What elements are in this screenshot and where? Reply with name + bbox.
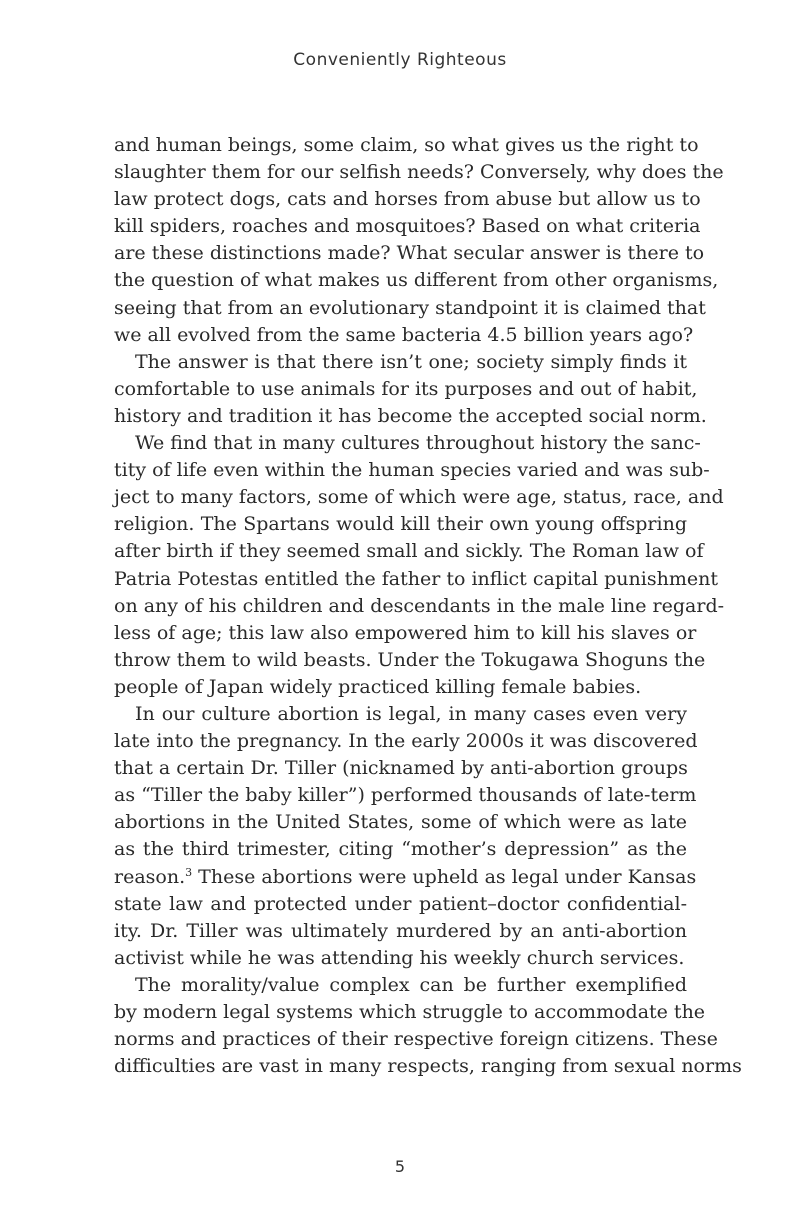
text-line: after birth if they seemed small and sickly. The Roman law of — [114, 540, 704, 563]
text-line: less of age; this law also empowered him to kill his slaves or — [114, 621, 697, 644]
text-line: tity of life even within the human species varied and was sub- — [114, 459, 710, 482]
paragraph — [114, 430, 725, 701]
text-line: The answer is that there isn’t one; society simply finds it — [135, 350, 687, 373]
paragraph — [114, 349, 707, 430]
text-line: religion. The Spartans would kill their own young offspring — [114, 513, 687, 536]
text-line — [114, 864, 697, 891]
running-head-title: Conveniently Righteous — [293, 50, 507, 70]
paragraph — [114, 972, 742, 1080]
text-line: people of Japan widely practiced killing female babies. — [114, 675, 642, 698]
text-line: history and tradition it has become the accepted social norm. — [114, 404, 707, 427]
text-line: and human beings, some claim, so what gives us the right to — [114, 134, 699, 156]
text-line: that a certain Dr. Tiller (nicknamed by anti-abortion groups — [114, 757, 688, 780]
text-line: difficulties are vast in many respects, ranging from sexual norms — [114, 1055, 742, 1078]
text-line: norms and practices of their respective foreign citizens. These — [114, 1028, 718, 1051]
text-line: the question of what makes us different from other organisms, — [114, 269, 719, 292]
body-text — [114, 132, 742, 1080]
text-segment: These abortions were upheld as legal under Kansas — [192, 865, 697, 888]
text-line: seeing that from an evolutionary standpoint it is claimed that — [114, 296, 706, 319]
text-line: activist while he was attending his weekly church services. — [114, 946, 685, 969]
footnote-marker: 3 — [185, 865, 193, 879]
text-line: as “Tiller the baby killer”) performed thousands of late-term — [114, 784, 697, 807]
text-line: slaughter them for our selfish needs? Conversely, why does the — [114, 161, 724, 184]
text-line: as the third trimester, citing “mother’s depression” as the — [114, 838, 687, 861]
text-line: Patria Potestas entitled the father to inflict capital punishment — [114, 567, 718, 590]
text-line: by modern legal systems which struggle to accommodate the — [114, 1001, 706, 1023]
text-line: We find that in many cultures throughout history the sanc- — [135, 432, 701, 455]
text-line: state law and protected under patient–doctor confidential- — [114, 892, 687, 915]
text-line: ject to many factors, some of which were age, status, race, and — [114, 486, 724, 509]
text-line: throw them to wild beasts. Under the Tokugawa Shoguns the — [114, 648, 706, 671]
page-number: 5 — [394, 1157, 406, 1176]
paragraph — [114, 701, 698, 972]
text-line: ity. Dr. Tiller was ultimately murdered by an anti-abortion — [114, 919, 687, 942]
text-line: In our culture abortion is legal, in many cases even very — [135, 702, 687, 725]
text-line: abortions in the United States, some of which were as late — [114, 811, 687, 834]
text-line: law protect dogs, cats and horses from abuse but allow us to — [114, 188, 701, 211]
text-line: comfortable to use animals for its purposes and out of habit, — [114, 377, 698, 400]
text-segment: reason. — [114, 865, 186, 888]
text-line: kill spiders, roaches and mosquitoes? Based on what criteria — [114, 215, 701, 238]
paragraph — [114, 132, 724, 349]
text-line: on any of his children and descendants in the male line regard- — [114, 594, 725, 617]
text-line: we all evolved from the same bacteria 4.5 billion years ago? — [114, 323, 694, 346]
text-line: The morality/value complex can be further exemplified — [135, 973, 687, 996]
text-line: are these distinctions made? What secular answer is there to — [114, 242, 705, 265]
text-line: late into the pregnancy. In the early 2000s it was discovered — [114, 730, 698, 753]
